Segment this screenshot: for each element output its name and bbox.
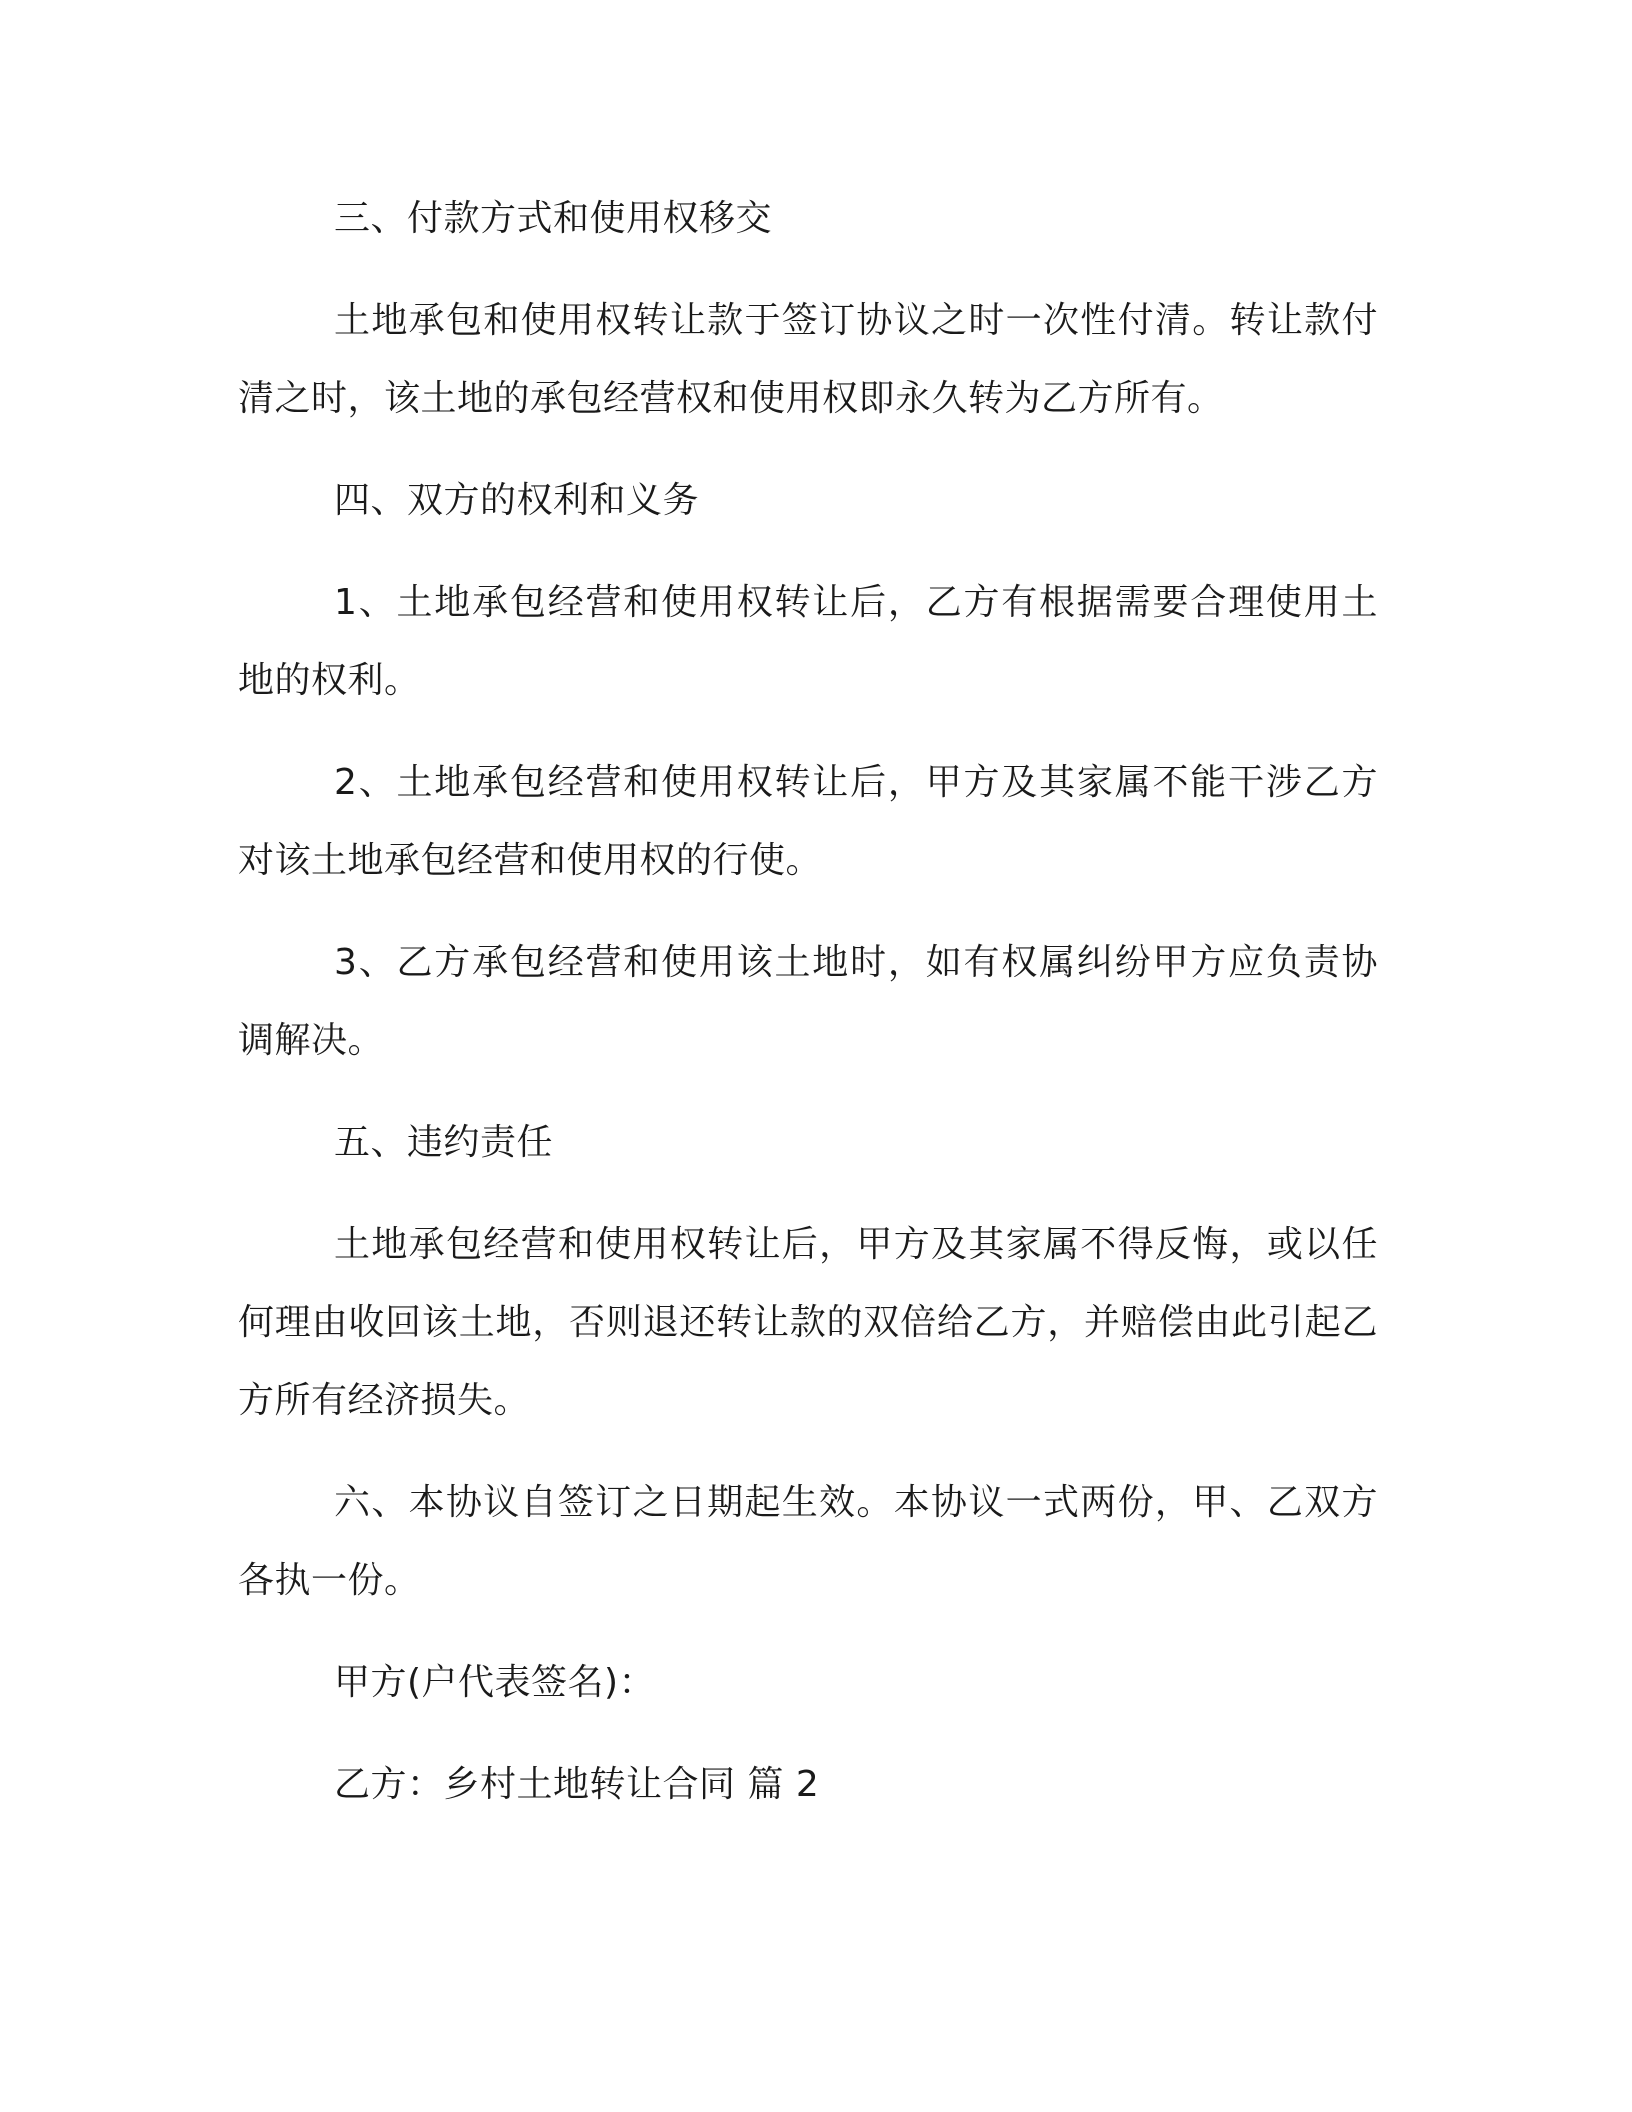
paragraph-right-2: 2、土地承包经营和使用权转让后，甲方及其家属不能干涉乙方对该土地承包经营和使用权的行使。: [238, 762, 1378, 881]
paragraph-right-1: 1、土地承包经营和使用权转让后，乙方有根据需要合理使用土地的权利。: [238, 582, 1378, 701]
section-heading-payment: 三、付款方式和使用权移交: [334, 198, 773, 239]
document-body: [238, 180, 1378, 1848]
paragraph-effective: 六、本协议自签订之日期起生效。本协议一式两份，甲、乙双方各执一份。: [238, 1482, 1378, 1601]
paragraph-payment-terms: 土地承包和使用权转让款于签订协议之时一次性付清。转让款付清之时，该土地的承包经营权和使用权即永久转为乙方所有。: [238, 300, 1378, 419]
party-b-signature: 乙方：乡村土地转让合同 篇 2: [334, 1764, 820, 1805]
paragraph-right-3: 3、乙方承包经营和使用该土地时，如有权属纠纷甲方应负责协调解决。: [238, 942, 1378, 1061]
section-heading-breach: 五、违约责任: [334, 1122, 554, 1163]
party-a-signature: 甲方(户代表签名)：: [334, 1662, 656, 1703]
section-heading-rights: 四、双方的权利和义务: [334, 480, 700, 521]
paragraph-breach-terms: 土地承包经营和使用权转让后，甲方及其家属不得反悔，或以任何理由收回该土地，否则退还转让款的双倍给乙方，并赔偿由此引起乙方所有经济损失。: [238, 1224, 1378, 1421]
